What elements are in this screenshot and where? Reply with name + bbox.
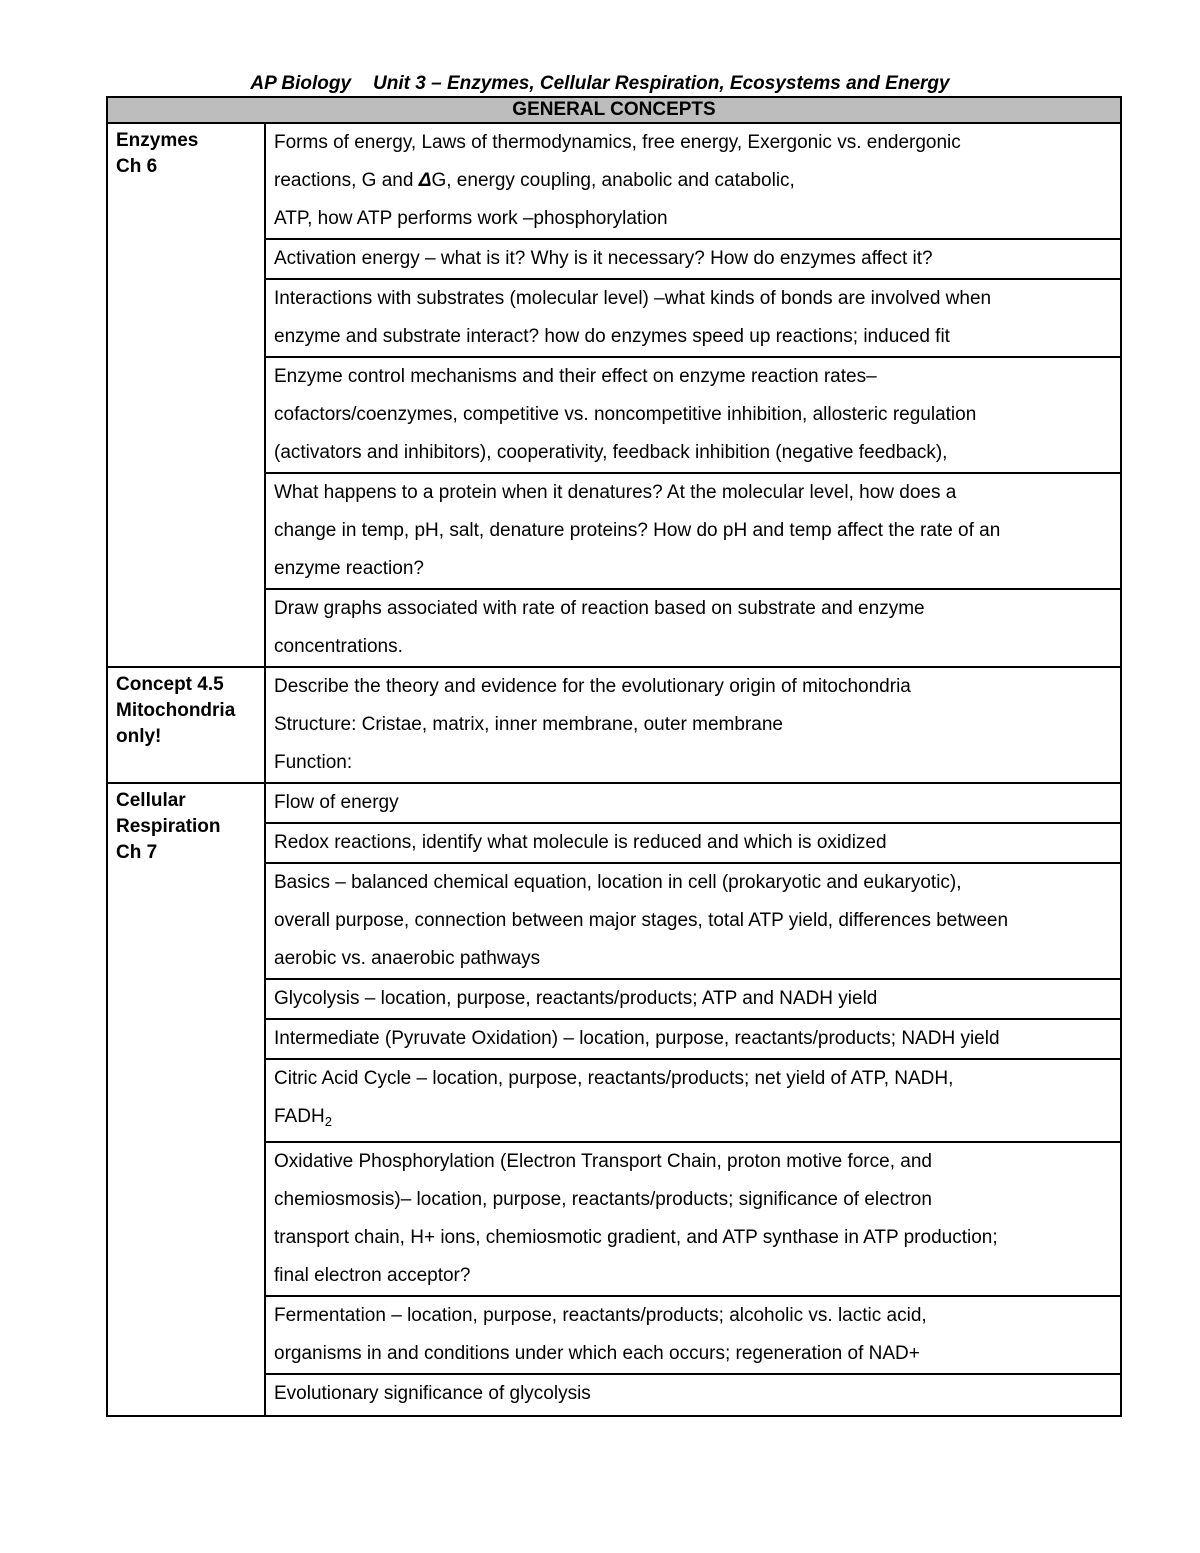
section-label-line: Ch 6 — [116, 156, 158, 177]
concept-line: cofactors/coenzymes, competitive vs. noncompetitive inhibition, allosteric regulation — [274, 404, 977, 425]
concept-line: G, energy coupling, anabolic and catabolic, — [431, 170, 795, 191]
unit-title: Unit 3 – Enzymes, Cellular Respiration, Ecosystems and Energy — [373, 73, 950, 94]
concept-line: overall purpose, connection between major stages, total ATP yield, differences between — [274, 910, 1009, 931]
concept-cell — [265, 589, 1121, 667]
concept-cell — [265, 863, 1121, 979]
concept-cell — [265, 1374, 1121, 1416]
concept-line: concentrations. — [274, 636, 403, 657]
concept-cell — [265, 1059, 1121, 1142]
concept-line: enzyme reaction? — [274, 558, 424, 579]
concept-line: final electron acceptor? — [274, 1265, 471, 1286]
concept-cell — [265, 823, 1121, 863]
section-label-line: Concept 4.5 — [116, 674, 224, 695]
concepts-table — [106, 96, 1122, 1417]
concept-line: Draw graphs associated with rate of reaction based on substrate and enzyme — [274, 598, 925, 619]
concept-cell — [265, 473, 1121, 589]
concept-line: Fermentation – location, purpose, reactants/products; alcoholic vs. lactic acid, — [274, 1305, 927, 1326]
concept-line: Redox reactions, identify what molecule is reduced and which is oxidized — [274, 832, 887, 853]
subscript: 2 — [324, 1114, 332, 1129]
course-name: AP Biology — [250, 73, 352, 94]
delta-symbol: Δ — [418, 170, 432, 191]
concept-line: aerobic vs. anaerobic pathways — [274, 948, 541, 969]
section-label-enzymes — [107, 123, 265, 667]
section-label-mitochondria — [107, 667, 265, 783]
page-title — [0, 72, 1200, 96]
section-label-cellular-respiration — [107, 783, 265, 1416]
concept-line: Activation energy – what is it? Why is it necessary? How do enzymes affect it? — [274, 248, 933, 269]
concept-line: Flow of energy — [274, 792, 399, 813]
section-label-line: Enzymes — [116, 130, 199, 151]
section-label-line: Ch 7 — [116, 842, 158, 863]
concept-line: What happens to a protein when it denatures? At the molecular level, how does a — [274, 482, 957, 503]
concept-cell — [265, 979, 1121, 1019]
concept-line: Glycolysis – location, purpose, reactants/products; ATP and NADH yield — [274, 988, 878, 1009]
table-header: GENERAL CONCEPTS — [107, 97, 1121, 123]
concept-line: Enzyme control mechanisms and their effect on enzyme reaction rates– — [274, 366, 877, 387]
concept-cell — [265, 1019, 1121, 1059]
section-label-line: only! — [116, 726, 162, 747]
concept-line: Forms of energy, Laws of thermodynamics, free energy, Exergonic vs. endergonic — [274, 132, 961, 153]
concept-line: transport chain, H+ ions, chemiosmotic gradient, and ATP synthase in ATP production; — [274, 1227, 998, 1248]
concept-line: Evolutionary significance of glycolysis — [274, 1383, 591, 1404]
concept-line: (activators and inhibitors), cooperativity, feedback inhibition (negative feedback), — [274, 442, 948, 463]
concept-line: FADH — [274, 1106, 325, 1127]
table-row — [107, 123, 1121, 239]
header-row — [107, 97, 1121, 123]
table-row — [107, 667, 1121, 783]
concept-line: chemiosmosis)– location, purpose, reactants/products; significance of electron — [274, 1189, 932, 1210]
concept-line: change in temp, pH, salt, denature proteins? How do pH and temp affect the rate of an — [274, 520, 1001, 541]
concept-cell — [265, 783, 1121, 823]
concept-line: Citric Acid Cycle – location, purpose, reactants/products; net yield of ATP, NADH, — [274, 1068, 954, 1089]
concept-cell — [265, 239, 1121, 279]
section-label-line: Mitochondria — [116, 700, 236, 721]
concept-line: Basics – balanced chemical equation, location in cell (prokaryotic and eukaryotic), — [274, 872, 962, 893]
concept-line: Intermediate (Pyruvate Oxidation) – location, purpose, reactants/products; NADH yield — [274, 1028, 1000, 1049]
concept-line: Oxidative Phosphorylation (Electron Transport Chain, proton motive force, and — [274, 1151, 932, 1172]
section-label-line: Cellular — [116, 790, 186, 811]
concept-line: Describe the theory and evidence for the evolutionary origin of mitochondria — [274, 676, 911, 697]
concept-line: reactions, G and — [274, 170, 419, 191]
concept-cell — [265, 1142, 1121, 1296]
concept-cell — [265, 123, 1121, 239]
section-label-line: Respiration — [116, 816, 221, 837]
concept-line: organisms in and conditions under which each occurs; regeneration of NAD+ — [274, 1343, 920, 1364]
concept-line: ATP, how ATP performs work –phosphorylation — [274, 208, 668, 229]
concept-cell — [265, 279, 1121, 357]
concept-line: Interactions with substrates (molecular level) –what kinds of bonds are involved when — [274, 288, 992, 309]
concept-line: Function: — [274, 752, 353, 773]
table-row — [107, 783, 1121, 823]
concept-line: Structure: Cristae, matrix, inner membrane, outer membrane — [274, 714, 783, 735]
concept-cell — [265, 1296, 1121, 1374]
concept-line: enzyme and substrate interact? how do enzymes speed up reactions; induced fit — [274, 326, 950, 347]
concept-cell — [265, 667, 1121, 783]
concept-cell — [265, 357, 1121, 473]
